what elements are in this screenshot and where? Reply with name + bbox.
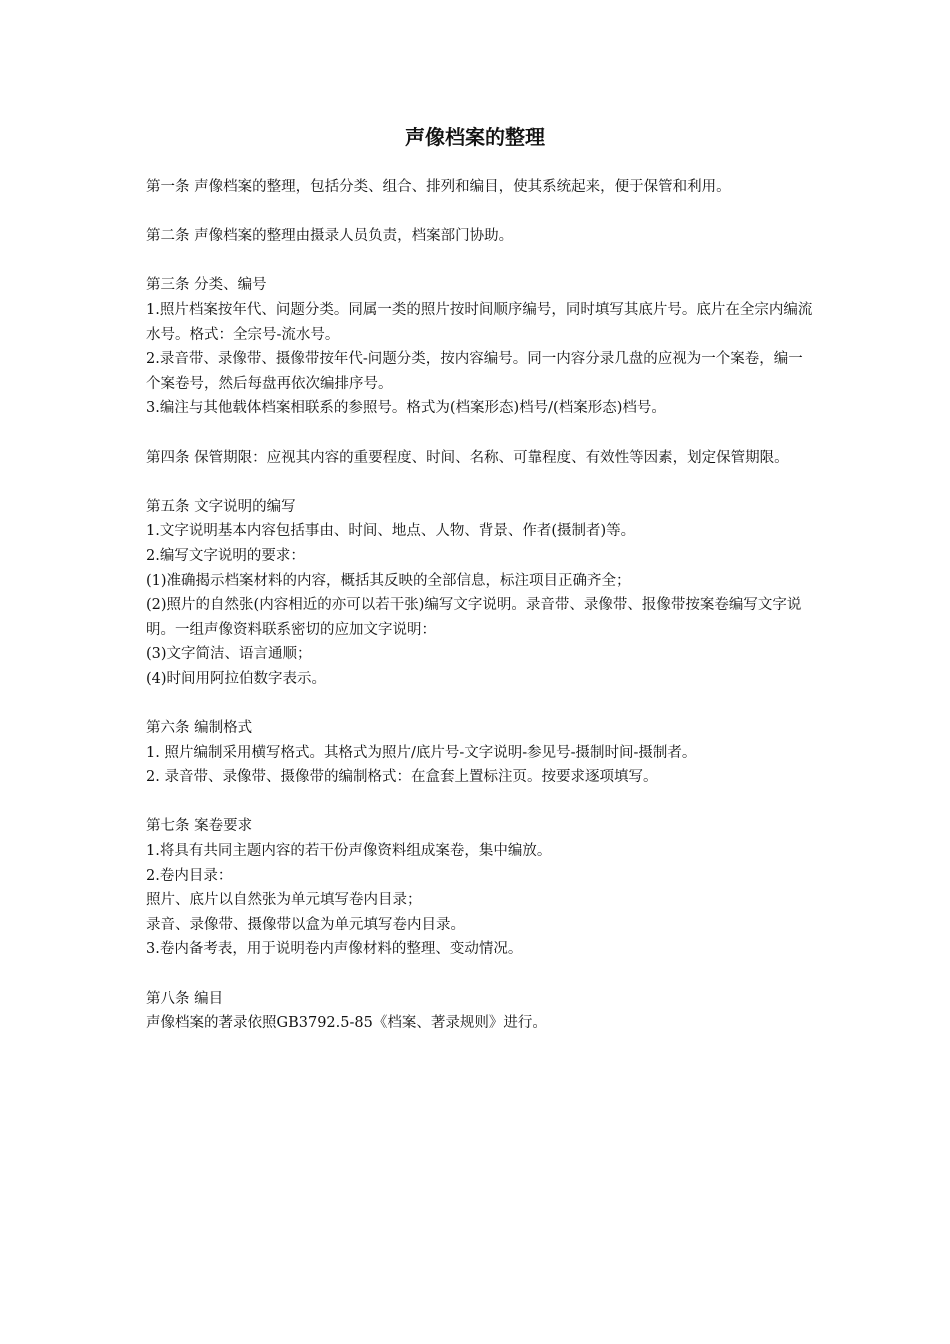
article-4 <box>146 446 814 471</box>
article-line: 第二条 声像档案的整理由摄录人员负责，档案部门协助。 <box>146 228 514 245</box>
article-3 <box>146 273 814 421</box>
article-heading: 第八条 编目 <box>146 990 224 1007</box>
article-line: 2. 录音带、录像带、摄像带的编制格式：在盒套上置标注页。按要求逐项填写。 <box>146 769 658 786</box>
article-line: 第四条 保管期限：应视其内容的重要程度、时间、名称、可靠程度、有效性等因素，划定保管期限。 <box>146 449 789 466</box>
article-heading: 第三条 分类、编号 <box>146 277 267 294</box>
article-line: 1.文字说明基本内容包括事由、时间、地点、人物、背景、作者(摄制者)等。 <box>146 523 636 540</box>
article-line: 3.卷内备考表，用于说明卷内声像材料的整理、变动情况。 <box>146 941 523 958</box>
article-line: 2.录音带、录像带、摄像带按年代-问题分类，按内容编号。同一内容分录几盘的应视为一个案卷，编一个案卷号，然后每盘再依次编排序号。 <box>146 351 803 392</box>
article-line: (2)照片的自然张(内容相近的亦可以若干张)编写文字说明。录音带、录像带、报像带按案卷编写文字说明。一组声像资料联系密切的应加文字说明： <box>146 597 802 638</box>
article-6 <box>146 716 814 790</box>
article-line: 3.编注与其他载体档案相联系的参照号。格式为(档案形态)档号/(档案形态)档号。 <box>146 400 666 417</box>
article-line: 1. 照片编制采用横写格式。其格式为照片/底片号-文字说明-参见号-摄制时间-摄制者。 <box>146 744 697 761</box>
article-line: 2.编写文字说明的要求： <box>146 547 305 564</box>
article-7 <box>146 814 814 962</box>
document-body <box>146 175 814 1060</box>
article-line: 声像档案的著录依照GB3792.5-85《档案、著录规则》进行。 <box>146 1015 547 1032</box>
article-line: 2.卷内目录： <box>146 867 233 884</box>
article-heading: 第六条 编制格式 <box>146 720 253 737</box>
article-line: 1.照片档案按年代、问题分类。同属一类的照片按时间顺序编号，同时填写其底片号。底片在全宗内编流水号。格式：全宗号-流水号。 <box>146 301 813 343</box>
article-heading: 第五条 文字说明的编写 <box>146 498 296 515</box>
article-line: (4)时间用阿拉伯数字表示。 <box>146 670 327 687</box>
article-line: 1.将具有共同主题内容的若干份声像资料组成案卷，集中编放。 <box>146 843 552 860</box>
article-line: 录音、录像带、摄像带以盒为单元填写卷内目录。 <box>146 916 465 933</box>
article-2 <box>146 224 814 249</box>
article-1 <box>146 175 814 200</box>
document-title: 声像档案的整理 <box>405 125 545 149</box>
article-heading: 第七条 案卷要求 <box>146 818 253 835</box>
article-line: 照片、底片以自然张为单元填写卷内目录； <box>146 892 422 909</box>
article-line: 第一条 声像档案的整理，包括分类、组合、排列和编目，使其系统起来，便于保管和利用。 <box>146 179 731 195</box>
article-line: (1)准确揭示档案材料的内容，概括其反映的全部信息，标注项目正确齐全； <box>146 572 631 589</box>
article-8 <box>146 987 814 1036</box>
article-line: (3)文字简洁、语言通顺； <box>146 646 312 663</box>
article-5 <box>146 495 814 692</box>
